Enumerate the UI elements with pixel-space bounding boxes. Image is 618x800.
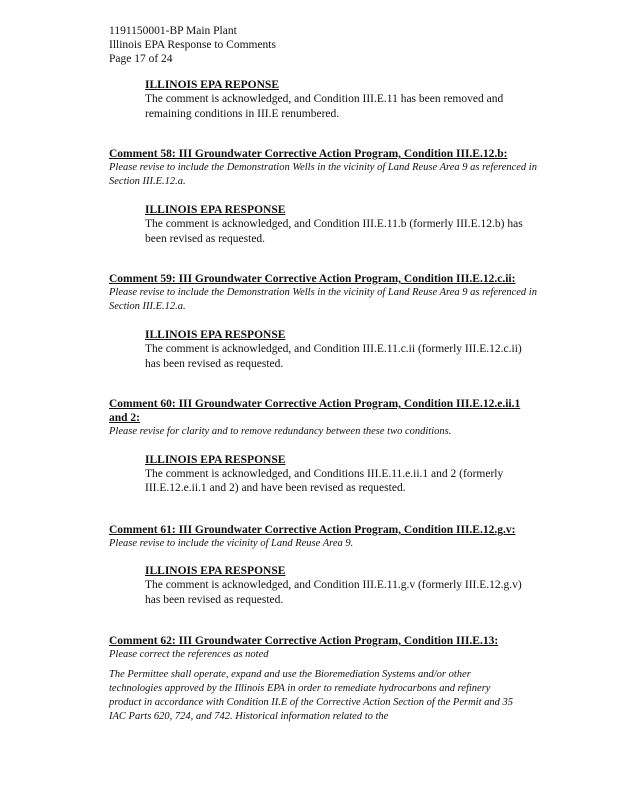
response-59-heading: ILLINOIS EPA RESPONSE bbox=[145, 329, 286, 341]
response-61-body: The comment is acknowledged, and Condition III.E.11.g.v (formerly III.E.12.g.v) has been revised as requested. bbox=[145, 579, 522, 606]
comment-59-body: Please revise to include the Demonstration Wells in the vicinity of Land Reuse Area 9 as referenced in Section III.E.12.a. bbox=[109, 287, 537, 312]
header-document-title: Illinois EPA Response to Comments bbox=[109, 39, 276, 51]
response-60-heading: ILLINOIS EPA RESPONSE bbox=[145, 454, 286, 466]
comment-60-heading-line2: and 2: bbox=[109, 412, 140, 424]
comment-62-permit-excerpt: The Permittee shall operate, expand and use the Bioremediation Systems and/or other technologies approved by the Illinois EPA in order to remediate hydrocarbons and refinery product in accordance with Condition II.E of the Corrective Action Section of the Permit and 35 IAC Parts 620, 724, and 742. Historical information related to the bbox=[109, 669, 513, 722]
response-60-body-line1: The comment is acknowledged, and Conditions III.E.11.e.ii.1 and 2 (formerly bbox=[145, 468, 504, 480]
comment-62-body: Please correct the references as noted bbox=[109, 649, 269, 660]
header-page-number: Page 17 of 24 bbox=[109, 53, 173, 65]
comment-58-heading: Comment 58: III Groundwater Corrective Action Program, Condition III.E.12.b: bbox=[109, 148, 508, 160]
response-61-heading: ILLINOIS EPA RESPONSE bbox=[145, 565, 286, 577]
comment-61-heading: Comment 61: III Groundwater Corrective Action Program, Condition III.E.12.g.v: bbox=[109, 524, 516, 536]
comment-60-body: Please revise for clarity and to remove redundancy between these two conditions. bbox=[109, 426, 452, 437]
comment-58-body: Please revise to include the Demonstration Wells in the vicinity of Land Reuse Area 9 as referenced in Section III.E.12.a. bbox=[109, 162, 537, 187]
response-59-body: The comment is acknowledged, and Condition III.E.11.c.ii (formerly III.E.12.c.ii) has been revised as requested. bbox=[145, 343, 522, 370]
comment-62-heading: Comment 62: III Groundwater Corrective Action Program, Condition III.E.13: bbox=[109, 635, 499, 647]
response-60-body-line2: III.E.12.e.ii.1 and 2) and have been revised as requested. bbox=[145, 482, 406, 494]
comment-60-heading-line1: Comment 60: III Groundwater Corrective Action Program, Condition III.E.12.e.ii.1 bbox=[109, 398, 521, 410]
response-57-heading: ILLINOIS EPA REPONSE bbox=[145, 79, 279, 91]
comment-59-heading: Comment 59: III Groundwater Corrective Action Program, Condition III.E.12.c.ii: bbox=[109, 273, 516, 285]
response-57-body: The comment is acknowledged, and Condition III.E.11 has been removed and remaining conditions in III.E renumbered. bbox=[145, 93, 504, 120]
response-58-body: The comment is acknowledged, and Condition III.E.11.b (formerly III.E.12.b) has been revised as requested. bbox=[145, 218, 523, 245]
header-facility-id: 1191150001-BP Main Plant bbox=[109, 25, 237, 37]
page-header bbox=[109, 24, 276, 66]
response-58-heading: ILLINOIS EPA RESPONSE bbox=[145, 204, 286, 216]
comment-61-body: Please revise to include the vicinity of Land Reuse Area 9. bbox=[109, 538, 354, 549]
